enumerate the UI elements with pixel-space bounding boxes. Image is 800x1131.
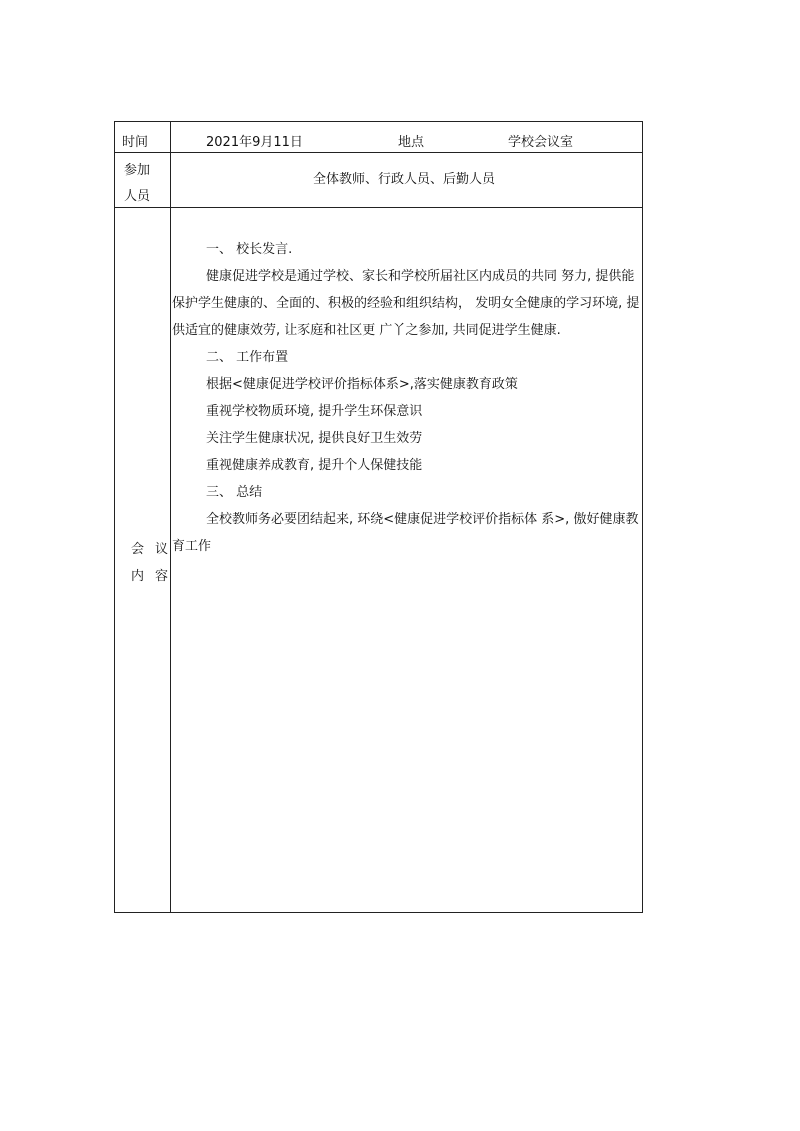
section-title-1: 一、 校长发言.: [206, 242, 293, 257]
meeting-content: [172, 236, 644, 560]
table-row-divider: [114, 207, 643, 208]
meeting-content-label-line1: 会议: [131, 542, 180, 557]
work-item: 根据<健康促进学校评价指标体系>,落实健康教育政策: [206, 377, 518, 392]
work-item: 重视学校物质环境, 提升学生环保意识: [206, 404, 423, 419]
summary-line-1: 全校教师务必要团结起来, 环绕<健康促进学校评价指标体 系>, 傲好健康教: [206, 512, 639, 527]
section-body-1: [172, 263, 644, 344]
section-body-1-line-1: 健康促进学校是通过学校、家长和学校所届社区内成员的共同 努力, 提供能: [206, 269, 635, 284]
section-body-1-line-2: 保护学生健康的、全面的、积极的经验和组织结构， 发明女全健康的学习环境, 提: [172, 296, 640, 311]
date-value: 2021年9月11日: [206, 135, 303, 150]
summary-body: [172, 506, 644, 560]
table-column-divider: [170, 121, 171, 913]
participants-label-line2: 人员: [124, 189, 151, 204]
work-item: 重视健康养成教育, 提升个人保健技能: [206, 458, 423, 473]
table-row-divider: [114, 152, 643, 153]
section-body-1-line-3: 供适宜的健康效劳, 让豕庭和社区更 广丫之参加, 共同促进学生健康.: [172, 323, 561, 338]
summary-line-2: 育工作: [172, 539, 212, 554]
participants-value: 全体教师、行政人员、后勤人员: [313, 172, 496, 187]
section-title-2: 二、 工作布置: [206, 350, 289, 365]
place-value: 学校会议室: [508, 135, 574, 150]
work-item: 关注学生健康状况, 提供良好卫生效劳: [206, 431, 423, 446]
participants-label-line1: 参加: [124, 163, 151, 178]
time-label: 时间: [122, 135, 149, 150]
section-title-3: 三、 总结: [206, 485, 263, 500]
meeting-content-label-line2: 内容: [131, 569, 180, 584]
place-label: 地点: [398, 135, 425, 150]
